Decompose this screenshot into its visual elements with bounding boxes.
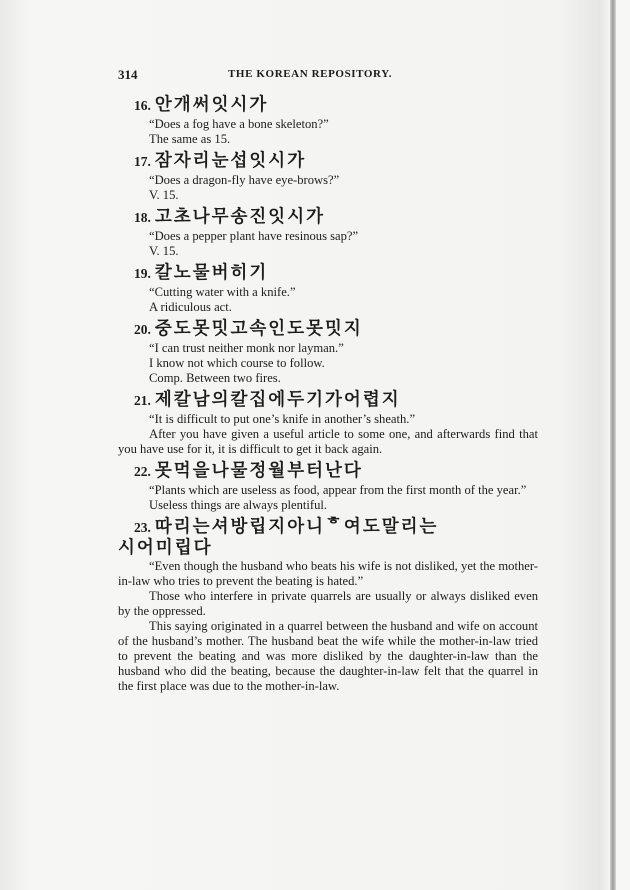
korean-proverb: 잠자리눈섭잇시가	[154, 151, 307, 171]
entry-number: 21.	[134, 393, 151, 408]
korean-proverb: 제칼남의칼집에두기가어렵지	[154, 390, 401, 410]
entry-heading	[134, 517, 538, 538]
proverb-entry-22	[118, 461, 538, 513]
binding-edge	[610, 0, 616, 890]
proverb-entry-19	[118, 263, 538, 315]
note-line: A ridiculous act.	[149, 300, 232, 314]
entry-heading	[134, 207, 538, 228]
entry-number: 20.	[134, 322, 151, 337]
translation-line: “It is difficult to put one’s knife in another’s sheath.”	[149, 412, 416, 426]
translation-paragraph: “Even though the husband who beats his wife is not disliked, yet the mother-in-law who tries to prevent the beating is hated.”	[118, 559, 538, 588]
korean-proverb: 안개써잇시가	[154, 95, 269, 115]
korean-proverb-continuation: 시어미립다	[118, 538, 213, 558]
translation-paragraph: “Plants which are useless as food, appear from the first month of the year.”	[149, 483, 527, 497]
note-line: The same as 15.	[149, 132, 231, 146]
note-line: I know not which course to follow.	[149, 356, 325, 370]
entry-heading	[134, 390, 538, 411]
explanation-paragraph: After you have given a useful article to some one, and afterwards find that you have use for it, it is difficult to get it back again.	[118, 427, 538, 456]
entry-heading	[134, 151, 538, 172]
note-line: V. 15.	[149, 244, 179, 258]
korean-proverb: 칼노물버히기	[154, 263, 269, 283]
entry-heading	[134, 319, 538, 340]
translation-line: “Does a pepper plant have resinous sap?”	[149, 229, 359, 243]
translation-line: “Does a fog have a bone skeleton?”	[149, 117, 329, 131]
entry-number: 18.	[134, 210, 151, 225]
note-line: V. 15.	[149, 188, 179, 202]
korean-proverb: 못먹을나물정월부터난다	[154, 461, 363, 481]
entry-number: 16.	[134, 98, 151, 113]
origin-paragraph: This saying originated in a quarrel between the husband and wife on account of the husband’s mother. The husband beat the wife while the mother-in-law tried to prevent the beating and was more disliked by the daughter-in-law than the husband who did the beating, because the daughter-in-law felt that the quarrel in the first place was due to the mother-in-law.	[118, 619, 538, 693]
proverb-entry-18	[118, 207, 538, 259]
translation-line: “Cutting water with a knife.”	[149, 285, 296, 299]
entry-number: 23.	[134, 520, 151, 535]
entry-number: 22.	[134, 464, 151, 479]
translation-line: “Does a dragon-fly have eye-brows?”	[149, 173, 340, 187]
proverb-entry-20	[118, 319, 538, 386]
running-title: THE KOREAN REPOSITORY.	[228, 68, 393, 80]
proverb-entry-16	[118, 95, 538, 147]
entry-heading	[134, 461, 538, 482]
page-header	[118, 67, 538, 83]
proverb-list	[118, 95, 538, 694]
korean-proverb: 중도못밋고속인도못밋지	[154, 319, 363, 339]
note-line: Useless things are always plentiful.	[149, 498, 328, 512]
korean-proverb: 고초나무송진잇시가	[154, 207, 326, 227]
proverb-entry-17	[118, 151, 538, 203]
entry-number: 17.	[134, 154, 151, 169]
proverb-entry-23	[118, 517, 538, 694]
explanation-paragraph: Those who interfere in private quarrels are usually or always disliked even by the oppressed.	[118, 589, 538, 618]
entry-heading	[134, 263, 538, 284]
proverb-entry-21	[118, 390, 538, 457]
comparison-line: Comp. Between two fires.	[149, 371, 281, 385]
korean-proverb: 따리는셔방립지아니ᄒ여도말리는	[154, 517, 439, 537]
translation-line: “I can trust neither monk nor layman.”	[149, 341, 344, 355]
page-number: 314	[118, 67, 138, 82]
entry-heading	[134, 95, 538, 116]
entry-number: 19.	[134, 266, 151, 281]
